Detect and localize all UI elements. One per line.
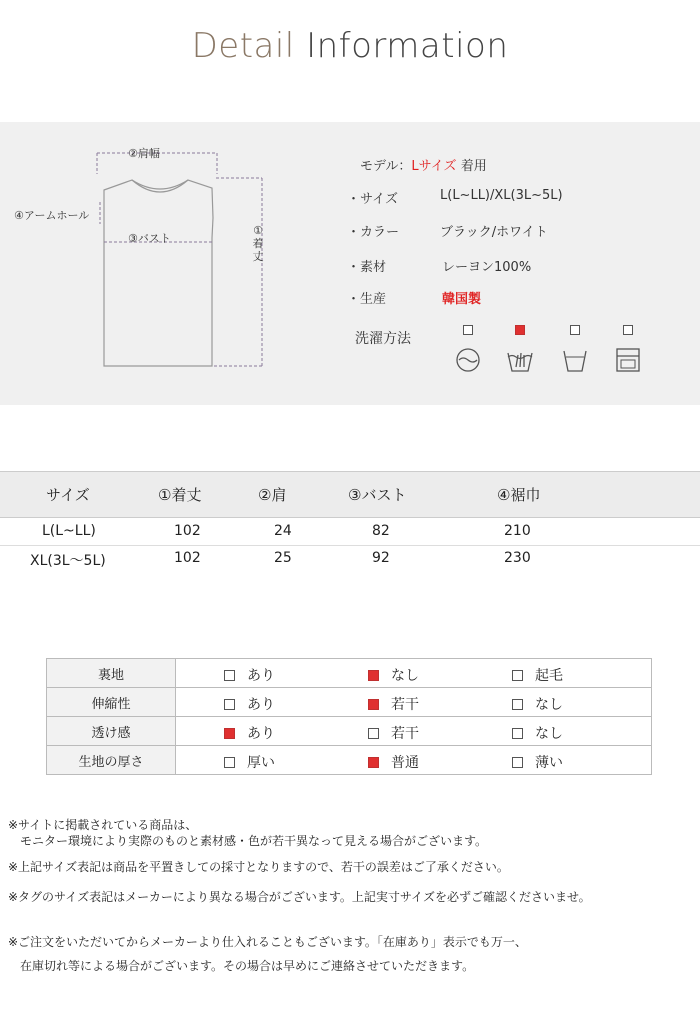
row-size: L(L~LL) bbox=[42, 523, 96, 539]
table-row bbox=[47, 688, 652, 717]
option-label: あり bbox=[247, 726, 275, 742]
checkbox-checked bbox=[224, 728, 235, 739]
header-size: サイズ bbox=[46, 486, 90, 504]
option-label: あり bbox=[247, 668, 275, 684]
option-label: 若干 bbox=[391, 726, 419, 742]
option-label: なし bbox=[535, 726, 563, 742]
note-line: モニター環境により実際のものと素材感・色が若干異なって見える場合がございます。 bbox=[8, 834, 488, 848]
attr-label: 裏地 bbox=[47, 659, 176, 688]
diagram-label-bust: ③バスト bbox=[128, 232, 171, 245]
note-line: ※タグのサイズ表記はメーカーにより異なる場合がございます。上記実寸サイズを必ずご確認くださいませ。 bbox=[8, 890, 591, 904]
option-label: 薄い bbox=[535, 755, 563, 771]
origin-value: 韓国製 bbox=[442, 292, 482, 307]
option-label: 普通 bbox=[391, 755, 419, 771]
model-prefix: モデル： bbox=[360, 159, 412, 174]
checkbox bbox=[224, 757, 235, 768]
title-word-detail: Detail bbox=[191, 26, 295, 66]
header-bust: ③バスト bbox=[348, 486, 407, 504]
attr-option bbox=[224, 752, 275, 772]
attr-label: 透け感 bbox=[47, 717, 176, 746]
wash-method-label: 洗濯方法 bbox=[355, 331, 411, 347]
table-row bbox=[0, 546, 700, 573]
note-line: ※上記サイズ表記は商品を平置きしての採寸となりますので、若干の誤差はご了承ください。 bbox=[8, 860, 509, 874]
diagram-label-shoulder: ②肩幅 bbox=[128, 147, 160, 160]
row-bust: 82 bbox=[372, 523, 390, 539]
attr-options bbox=[176, 717, 652, 746]
checkbox bbox=[224, 699, 235, 710]
attr-option bbox=[368, 665, 419, 685]
option-label: あり bbox=[247, 697, 275, 713]
option-label: 若干 bbox=[391, 697, 419, 713]
note-line: 在庫切れ等による場合がございます。その場合は早めにご連絡させていただきます。 bbox=[8, 959, 475, 973]
attr-option bbox=[512, 694, 563, 714]
wash-option-washtub bbox=[448, 320, 488, 375]
attr-options bbox=[176, 659, 652, 688]
attr-option bbox=[224, 665, 275, 685]
title-word-information: Information bbox=[306, 26, 509, 66]
checkbox bbox=[512, 757, 523, 768]
dry-clean-icon bbox=[560, 345, 590, 375]
checkbox bbox=[463, 325, 473, 335]
attr-label: 生地の厚さ bbox=[47, 746, 176, 775]
checkbox-checked bbox=[368, 699, 379, 710]
row-shoulder: 25 bbox=[274, 550, 292, 566]
attr-options bbox=[176, 746, 652, 775]
attr-option bbox=[368, 752, 419, 772]
option-label: なし bbox=[535, 697, 563, 713]
row-length: 102 bbox=[174, 523, 201, 539]
attr-options bbox=[176, 688, 652, 717]
size-table bbox=[0, 471, 700, 573]
row-hem: 210 bbox=[504, 523, 531, 539]
header-length: ①着丈 bbox=[158, 486, 202, 504]
note-line: ※サイトに掲載されている商品は、 bbox=[8, 818, 198, 832]
row-hem: 230 bbox=[504, 550, 531, 566]
checkbox bbox=[512, 699, 523, 710]
model-info bbox=[360, 155, 487, 174]
garment-diagram bbox=[0, 122, 320, 405]
table-row bbox=[47, 659, 652, 688]
option-label: 厚い bbox=[247, 755, 275, 771]
hand-wash-icon bbox=[504, 345, 536, 375]
tumble-dry-icon bbox=[613, 345, 643, 375]
note-line: ※ご注文をいただいてからメーカーより仕入れることもございます。「在庫あり」表示でも万一、 bbox=[8, 935, 527, 949]
model-size: Lサイズ bbox=[411, 159, 457, 174]
wash-option-tumble bbox=[608, 320, 648, 375]
size-table-header bbox=[0, 471, 700, 518]
checkbox bbox=[623, 325, 633, 335]
checkbox bbox=[224, 670, 235, 681]
attr-option bbox=[224, 723, 275, 743]
header-hem: ④裾巾 bbox=[497, 486, 541, 504]
checkbox bbox=[512, 670, 523, 681]
attr-label: 伸縮性 bbox=[47, 688, 176, 717]
diagram-label-length: ①着丈 bbox=[252, 224, 264, 263]
checkbox bbox=[512, 728, 523, 739]
option-label: 起毛 bbox=[535, 668, 563, 684]
washtub-icon bbox=[453, 345, 483, 375]
page-title bbox=[0, 26, 700, 66]
row-size: XL(3L～5L) bbox=[30, 553, 106, 569]
color-label: ・カラー bbox=[347, 225, 400, 240]
checkbox-checked bbox=[368, 670, 379, 681]
wash-option-hand bbox=[500, 320, 540, 375]
fabric-attributes-table bbox=[46, 658, 652, 775]
table-row bbox=[47, 717, 652, 746]
attr-option bbox=[224, 694, 275, 714]
attr-option bbox=[512, 752, 563, 772]
detail-panel bbox=[0, 122, 700, 405]
diagram-label-armhole: ④アームホール bbox=[14, 209, 90, 222]
attr-option bbox=[512, 665, 563, 685]
checkbox-checked bbox=[368, 757, 379, 768]
origin-label: ・生産 bbox=[347, 292, 387, 307]
attr-option bbox=[368, 694, 419, 714]
size-label: ・サイズ bbox=[347, 192, 398, 207]
row-length: 102 bbox=[174, 550, 201, 566]
option-label: なし bbox=[391, 668, 419, 684]
checkbox bbox=[368, 728, 379, 739]
row-shoulder: 24 bbox=[274, 523, 292, 539]
size-value: L(L~LL)/XL(3L~5L) bbox=[440, 188, 563, 203]
model-suffix: 着用 bbox=[456, 159, 487, 174]
material-label: ・素材 bbox=[347, 260, 387, 275]
header-shoulder: ②肩 bbox=[258, 486, 287, 504]
table-row bbox=[47, 746, 652, 775]
attr-option bbox=[368, 723, 419, 743]
table-row bbox=[0, 518, 700, 546]
wash-option-dryclean bbox=[555, 320, 595, 375]
checkbox bbox=[570, 325, 580, 335]
material-value: レーヨン100% bbox=[442, 260, 532, 275]
row-bust: 92 bbox=[372, 550, 390, 566]
attr-option bbox=[512, 723, 563, 743]
color-value: ブラック/ホワイト bbox=[440, 225, 548, 240]
checkbox-checked bbox=[515, 325, 525, 335]
